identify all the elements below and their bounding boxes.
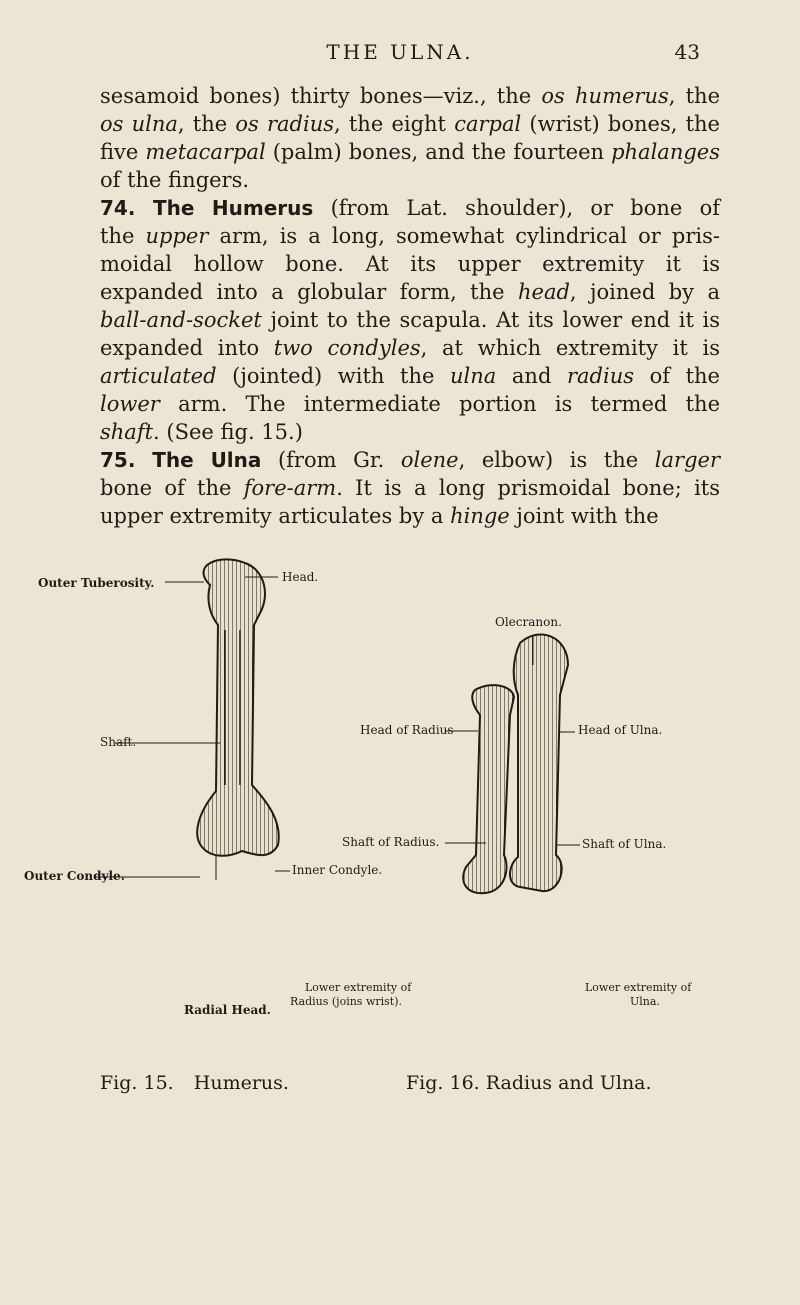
label-outer-tuberosity: Outer Tuberosity.	[38, 576, 155, 590]
label-radial-head: Radial Head.	[184, 1003, 271, 1017]
text-run: two condyles	[273, 336, 421, 360]
paragraph-74-humerus	[100, 194, 720, 446]
text-run: ball-and-socket	[100, 308, 262, 332]
text-run: joint to the scapula. At its lower end it is	[261, 308, 720, 332]
text-line	[100, 278, 720, 306]
text-run: , the eight	[334, 112, 455, 136]
text-run: . (See fig. 15.)	[153, 420, 303, 444]
fig15-number: Fig. 15.	[100, 1072, 174, 1094]
text-run: (palm) bones, and the fourteen	[265, 140, 612, 164]
text-run: (wrist) bones, the	[521, 112, 720, 136]
label-head: Head.	[282, 570, 319, 584]
text-run: os humerus	[541, 84, 669, 108]
label-inner-condyle: Inner Condyle.	[292, 863, 383, 877]
text-run: joint with the	[509, 504, 659, 528]
text-run: shaft	[100, 420, 154, 444]
text-run: hinge	[450, 504, 510, 528]
text-run: articulated	[100, 364, 217, 388]
radius-ulna-illustration	[463, 634, 568, 893]
body-text	[100, 82, 720, 530]
text-run: the	[100, 224, 146, 248]
text-run: (from Lat. shoulder), or bone of	[313, 196, 721, 220]
text-run: moidal hollow bone. At its upper extremity it is	[100, 252, 720, 276]
text-line	[100, 222, 720, 250]
figure-15-caption	[100, 1072, 289, 1094]
text-line	[100, 446, 720, 474]
text-line	[100, 166, 720, 194]
figure-16-caption: Fig. 16. Radius and Ulna.	[406, 1072, 652, 1094]
fig15-title: Humerus.	[193, 1072, 289, 1094]
text-run: radius	[566, 364, 635, 388]
text-run: arm. The intermediate portion is termed the	[159, 392, 720, 416]
text-run: , the	[177, 112, 236, 136]
text-line	[100, 418, 720, 446]
text-run: five	[100, 140, 146, 164]
text-line	[100, 250, 720, 278]
text-run: expanded into a globular form, the	[100, 280, 518, 304]
text-line	[100, 138, 720, 166]
text-run: upper	[145, 224, 209, 248]
text-run: upper extremity articulates by a	[100, 504, 451, 528]
text-line	[100, 306, 720, 334]
text-run: carpal	[454, 112, 522, 136]
text-run: bone of the	[100, 476, 244, 500]
label-head-of-ulna: Head of Ulna.	[578, 723, 663, 737]
text-line	[100, 334, 720, 362]
label-lower-ulna-1: Lower extremity of	[585, 981, 692, 994]
label-head-of-radius: Head of Radius	[360, 723, 454, 737]
figures	[20, 555, 800, 1017]
label-lower-radius-1: Lower extremity of	[305, 981, 412, 994]
page-number: 43	[674, 40, 700, 64]
text-run: 74. The Humerus	[100, 196, 314, 220]
text-run: sesamoid bones) thirty bones—viz., the	[100, 84, 542, 108]
label-shaft: Shaft.	[100, 735, 137, 749]
text-run: expanded into	[100, 336, 274, 360]
text-run: , joined by a	[569, 280, 720, 304]
text-run: (from Gr.	[261, 448, 401, 472]
text-run: os radius	[235, 112, 334, 136]
text-run: olene	[400, 448, 459, 472]
label-shaft-of-radius: Shaft of Radius.	[342, 835, 440, 849]
humerus-illustration	[197, 559, 279, 880]
paragraph-continuation	[100, 82, 720, 194]
text-line	[100, 110, 720, 138]
text-run: of the	[634, 364, 720, 388]
label-shaft-of-ulna: Shaft of Ulna.	[582, 837, 667, 851]
text-run: , the	[668, 84, 721, 108]
text-run: 75. The Ulna	[100, 448, 262, 472]
text-run: ulna	[450, 364, 497, 388]
text-line	[100, 474, 720, 502]
label-lower-ulna-2: Ulna.	[630, 995, 660, 1008]
text-run: arm, is a long, somewhat cylindrical or pris-	[208, 224, 720, 248]
text-run: of the fingers.	[100, 168, 250, 192]
paragraph-75-ulna	[100, 446, 720, 530]
running-title: THE ULNA.	[326, 40, 474, 64]
text-run: and	[496, 364, 567, 388]
text-run: . It is a long prismoidal bone; its	[336, 476, 721, 500]
text-line	[100, 362, 720, 390]
label-olecranon: Olecranon.	[495, 615, 562, 629]
text-run: phalanges	[611, 140, 720, 164]
text-run: os ulna	[100, 112, 178, 136]
text-run: fore-arm	[243, 476, 337, 500]
text-line	[100, 502, 720, 530]
running-head	[0, 40, 800, 70]
text-run: larger	[654, 448, 720, 472]
text-line	[100, 82, 720, 110]
text-run: lower	[100, 392, 160, 416]
label-lower-radius-2: Radius (joins wrist).	[290, 995, 402, 1008]
text-run: , at which extremity it is	[420, 336, 720, 360]
label-outer-condyle: Outer Condyle.	[24, 869, 125, 883]
text-line	[100, 194, 720, 222]
text-run: , elbow) is the	[458, 448, 655, 472]
text-run: head	[518, 280, 570, 304]
text-run: metacarpal	[145, 140, 266, 164]
text-line	[100, 390, 720, 418]
text-run: (jointed) with the	[216, 364, 451, 388]
